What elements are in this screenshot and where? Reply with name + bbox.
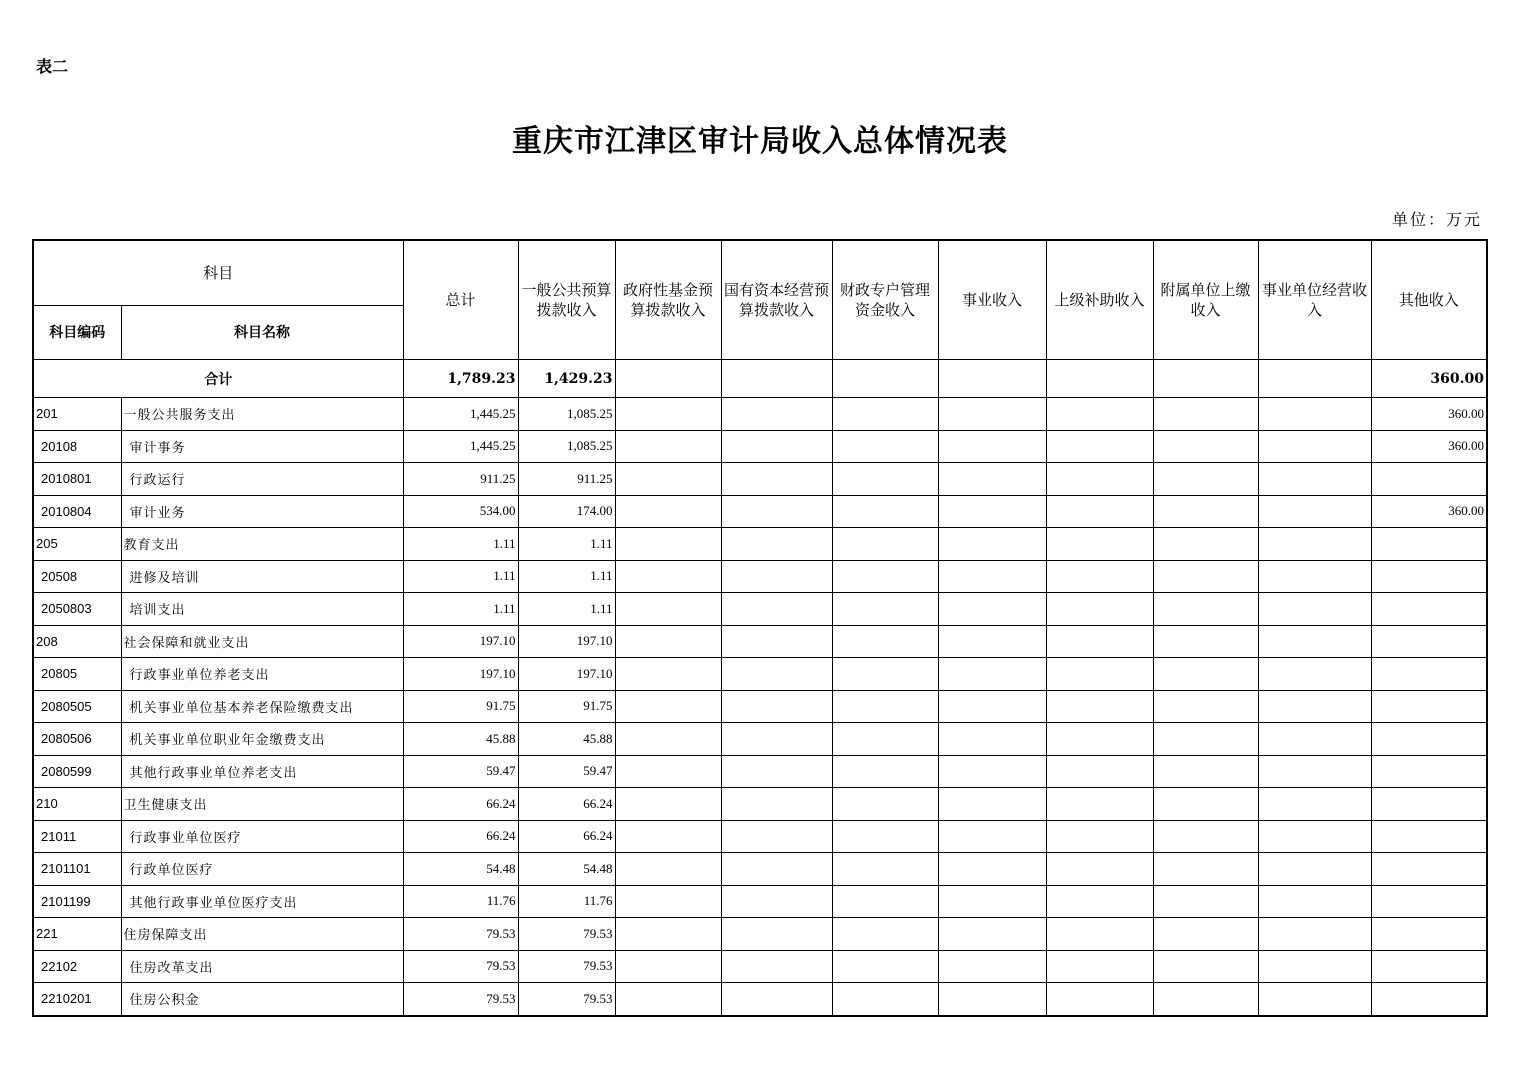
cell-business-income (938, 658, 1046, 691)
cell-gov-fund (615, 593, 721, 626)
cell-business-operating (1258, 853, 1371, 886)
cell-business-income (938, 593, 1046, 626)
cell-fiscal-special (832, 983, 938, 1016)
cell-business-income (938, 723, 1046, 756)
cell-general-budget: 66.24 (518, 820, 615, 853)
cell-other-income (1371, 853, 1487, 886)
cell-fiscal-special (832, 723, 938, 756)
table-row (33, 950, 1487, 983)
cell-business-operating (1258, 690, 1371, 723)
cell-business-income (938, 690, 1046, 723)
cell-total: 1,445.25 (403, 398, 518, 431)
cell-fiscal-special (832, 918, 938, 951)
cell-business-operating (1258, 658, 1371, 691)
cell-other-income (1371, 463, 1487, 496)
cell-business-income (938, 755, 1046, 788)
cell-affiliated-payment (1153, 755, 1258, 788)
cell-other-income: 360.00 (1371, 430, 1487, 463)
header-business-operating: 事业单位经营收入 (1258, 240, 1371, 360)
cell-code: 2101199 (33, 885, 121, 918)
table-row (33, 463, 1487, 496)
cell-general-budget: 1,085.25 (518, 430, 615, 463)
total-state-capital (721, 360, 832, 398)
cell-gov-fund (615, 918, 721, 951)
total-label: 合计 (33, 360, 403, 398)
cell-superior-subsidy (1046, 593, 1153, 626)
table-row (33, 528, 1487, 561)
table-row (33, 593, 1487, 626)
cell-state-capital (721, 690, 832, 723)
table-row (33, 658, 1487, 691)
cell-name: 行政事业单位养老支出 (121, 658, 403, 691)
cell-state-capital (721, 528, 832, 561)
cell-total: 79.53 (403, 983, 518, 1016)
cell-superior-subsidy (1046, 430, 1153, 463)
cell-affiliated-payment (1153, 788, 1258, 821)
cell-gov-fund (615, 755, 721, 788)
cell-business-operating (1258, 463, 1371, 496)
cell-fiscal-special (832, 950, 938, 983)
cell-general-budget: 1.11 (518, 528, 615, 561)
cell-other-income: 360.00 (1371, 398, 1487, 431)
cell-other-income (1371, 885, 1487, 918)
cell-business-operating (1258, 625, 1371, 658)
cell-general-budget: 1.11 (518, 560, 615, 593)
cell-code: 2080599 (33, 755, 121, 788)
table-row (33, 918, 1487, 951)
cell-total: 1.11 (403, 560, 518, 593)
cell-state-capital (721, 398, 832, 431)
cell-business-operating (1258, 820, 1371, 853)
cell-affiliated-payment (1153, 983, 1258, 1016)
cell-general-budget: 79.53 (518, 950, 615, 983)
cell-other-income: 360.00 (1371, 495, 1487, 528)
cell-affiliated-payment (1153, 398, 1258, 431)
cell-code: 20108 (33, 430, 121, 463)
cell-code: 20805 (33, 658, 121, 691)
cell-fiscal-special (832, 690, 938, 723)
cell-state-capital (721, 723, 832, 756)
cell-state-capital (721, 463, 832, 496)
cell-business-operating (1258, 593, 1371, 626)
cell-affiliated-payment (1153, 853, 1258, 886)
cell-name: 审计业务 (121, 495, 403, 528)
cell-superior-subsidy (1046, 690, 1153, 723)
cell-gov-fund (615, 820, 721, 853)
total-general-budget: 1,429.23 (518, 360, 615, 398)
cell-total: 11.76 (403, 885, 518, 918)
cell-fiscal-special (832, 820, 938, 853)
cell-total: 79.53 (403, 950, 518, 983)
total-fiscal-special (832, 360, 938, 398)
cell-fiscal-special (832, 853, 938, 886)
cell-gov-fund (615, 625, 721, 658)
cell-total: 1.11 (403, 593, 518, 626)
cell-business-income (938, 430, 1046, 463)
header-total: 总计 (403, 240, 518, 360)
cell-name: 培训支出 (121, 593, 403, 626)
cell-business-income (938, 528, 1046, 561)
table-row (33, 723, 1487, 756)
cell-gov-fund (615, 528, 721, 561)
cell-code: 2010801 (33, 463, 121, 496)
cell-total: 45.88 (403, 723, 518, 756)
header-general-budget: 一般公共预算拨款收入 (518, 240, 615, 360)
cell-fiscal-special (832, 755, 938, 788)
cell-state-capital (721, 430, 832, 463)
cell-name: 社会保障和就业支出 (121, 625, 403, 658)
cell-affiliated-payment (1153, 658, 1258, 691)
cell-other-income (1371, 723, 1487, 756)
cell-superior-subsidy (1046, 528, 1153, 561)
cell-other-income (1371, 528, 1487, 561)
cell-fiscal-special (832, 625, 938, 658)
header-affiliated-payment: 附属单位上缴收入 (1153, 240, 1258, 360)
table-row (33, 788, 1487, 821)
header-business-income: 事业收入 (938, 240, 1046, 360)
cell-gov-fund (615, 885, 721, 918)
cell-total: 66.24 (403, 820, 518, 853)
cell-business-operating (1258, 918, 1371, 951)
cell-name: 行政运行 (121, 463, 403, 496)
cell-business-operating (1258, 723, 1371, 756)
cell-affiliated-payment (1153, 560, 1258, 593)
table-label: 表二 (36, 57, 69, 76)
cell-affiliated-payment (1153, 463, 1258, 496)
total-business-income (938, 360, 1046, 398)
cell-business-operating (1258, 430, 1371, 463)
cell-gov-fund (615, 983, 721, 1016)
cell-fiscal-special (832, 430, 938, 463)
cell-fiscal-special (832, 885, 938, 918)
cell-name: 机关事业单位基本养老保险缴费支出 (121, 690, 403, 723)
table-row (33, 983, 1487, 1016)
cell-fiscal-special (832, 560, 938, 593)
cell-total: 534.00 (403, 495, 518, 528)
total-affiliated-payment (1153, 360, 1258, 398)
cell-state-capital (721, 593, 832, 626)
cell-business-income (938, 983, 1046, 1016)
header-other-income: 其他收入 (1371, 240, 1487, 360)
header-subject-name: 科目名称 (121, 306, 403, 360)
cell-gov-fund (615, 495, 721, 528)
cell-fiscal-special (832, 495, 938, 528)
cell-state-capital (721, 983, 832, 1016)
cell-gov-fund (615, 398, 721, 431)
cell-fiscal-special (832, 398, 938, 431)
cell-total: 54.48 (403, 853, 518, 886)
cell-business-income (938, 820, 1046, 853)
cell-fiscal-special (832, 593, 938, 626)
cell-code: 201 (33, 398, 121, 431)
cell-business-operating (1258, 495, 1371, 528)
cell-general-budget: 197.10 (518, 625, 615, 658)
table-row (33, 820, 1487, 853)
cell-general-budget: 66.24 (518, 788, 615, 821)
cell-other-income (1371, 983, 1487, 1016)
cell-superior-subsidy (1046, 463, 1153, 496)
cell-gov-fund (615, 788, 721, 821)
cell-business-income (938, 495, 1046, 528)
cell-total: 1,445.25 (403, 430, 518, 463)
cell-superior-subsidy (1046, 885, 1153, 918)
cell-other-income (1371, 560, 1487, 593)
cell-name: 住房公积金 (121, 983, 403, 1016)
cell-business-operating (1258, 950, 1371, 983)
table-row (33, 853, 1487, 886)
cell-state-capital (721, 853, 832, 886)
header-gov-fund: 政府性基金预算拨款收入 (615, 240, 721, 360)
cell-name: 住房改革支出 (121, 950, 403, 983)
cell-general-budget: 91.75 (518, 690, 615, 723)
cell-superior-subsidy (1046, 723, 1153, 756)
cell-gov-fund (615, 690, 721, 723)
cell-state-capital (721, 560, 832, 593)
cell-code: 208 (33, 625, 121, 658)
cell-affiliated-payment (1153, 593, 1258, 626)
cell-superior-subsidy (1046, 820, 1153, 853)
cell-superior-subsidy (1046, 788, 1153, 821)
income-table (32, 239, 1488, 1017)
cell-code: 2101101 (33, 853, 121, 886)
total-row (33, 360, 1487, 398)
cell-code: 210 (33, 788, 121, 821)
cell-state-capital (721, 918, 832, 951)
cell-fiscal-special (832, 788, 938, 821)
cell-business-income (938, 625, 1046, 658)
cell-gov-fund (615, 658, 721, 691)
cell-general-budget: 79.53 (518, 918, 615, 951)
cell-affiliated-payment (1153, 430, 1258, 463)
total-business-operating (1258, 360, 1371, 398)
cell-other-income (1371, 690, 1487, 723)
cell-affiliated-payment (1153, 528, 1258, 561)
cell-other-income (1371, 950, 1487, 983)
cell-gov-fund (615, 560, 721, 593)
cell-code: 2210201 (33, 983, 121, 1016)
table-row (33, 495, 1487, 528)
cell-affiliated-payment (1153, 950, 1258, 983)
header-subject: 科目 (33, 240, 403, 306)
cell-affiliated-payment (1153, 723, 1258, 756)
cell-affiliated-payment (1153, 820, 1258, 853)
cell-state-capital (721, 755, 832, 788)
cell-general-budget: 11.76 (518, 885, 615, 918)
cell-total: 66.24 (403, 788, 518, 821)
cell-affiliated-payment (1153, 885, 1258, 918)
cell-general-budget: 911.25 (518, 463, 615, 496)
cell-gov-fund (615, 723, 721, 756)
cell-superior-subsidy (1046, 495, 1153, 528)
cell-business-income (938, 398, 1046, 431)
cell-total: 79.53 (403, 918, 518, 951)
page-title: 重庆市江津区审计局收入总体情况表 (512, 124, 1008, 159)
cell-code: 221 (33, 918, 121, 951)
cell-name: 住房保障支出 (121, 918, 403, 951)
cell-business-operating (1258, 983, 1371, 1016)
cell-state-capital (721, 788, 832, 821)
total-other-income: 360.00 (1371, 360, 1487, 398)
cell-business-operating (1258, 788, 1371, 821)
table-row (33, 430, 1487, 463)
total-gov-fund (615, 360, 721, 398)
cell-superior-subsidy (1046, 853, 1153, 886)
cell-code: 21011 (33, 820, 121, 853)
cell-business-income (938, 853, 1046, 886)
table-row (33, 690, 1487, 723)
cell-total: 1.11 (403, 528, 518, 561)
cell-name: 行政事业单位医疗 (121, 820, 403, 853)
cell-name: 机关事业单位职业年金缴费支出 (121, 723, 403, 756)
cell-business-income (938, 918, 1046, 951)
total-total: 1,789.23 (403, 360, 518, 398)
cell-general-budget: 54.48 (518, 853, 615, 886)
cell-name: 其他行政事业单位养老支出 (121, 755, 403, 788)
cell-name: 进修及培训 (121, 560, 403, 593)
cell-name: 教育支出 (121, 528, 403, 561)
cell-total: 59.47 (403, 755, 518, 788)
unit-label: 单位：万元 (1391, 210, 1482, 229)
cell-general-budget: 45.88 (518, 723, 615, 756)
cell-superior-subsidy (1046, 625, 1153, 658)
cell-general-budget: 1.11 (518, 593, 615, 626)
cell-total: 911.25 (403, 463, 518, 496)
cell-name: 其他行政事业单位医疗支出 (121, 885, 403, 918)
cell-other-income (1371, 788, 1487, 821)
cell-business-income (938, 463, 1046, 496)
cell-code: 2080505 (33, 690, 121, 723)
cell-code: 205 (33, 528, 121, 561)
cell-business-income (938, 885, 1046, 918)
cell-gov-fund (615, 463, 721, 496)
cell-state-capital (721, 820, 832, 853)
cell-other-income (1371, 820, 1487, 853)
cell-other-income (1371, 658, 1487, 691)
cell-code: 2010804 (33, 495, 121, 528)
cell-state-capital (721, 950, 832, 983)
cell-other-income (1371, 918, 1487, 951)
cell-total: 197.10 (403, 625, 518, 658)
table-row (33, 625, 1487, 658)
header-state-capital: 国有资本经营预算拨款收入 (721, 240, 832, 360)
cell-total: 197.10 (403, 658, 518, 691)
cell-state-capital (721, 885, 832, 918)
cell-other-income (1371, 593, 1487, 626)
table-row (33, 755, 1487, 788)
cell-general-budget: 1,085.25 (518, 398, 615, 431)
total-superior-subsidy (1046, 360, 1153, 398)
cell-general-budget: 79.53 (518, 983, 615, 1016)
header-fiscal-special: 财政专户管理资金收入 (832, 240, 938, 360)
cell-code: 22102 (33, 950, 121, 983)
cell-superior-subsidy (1046, 658, 1153, 691)
cell-name: 行政单位医疗 (121, 853, 403, 886)
cell-name: 一般公共服务支出 (121, 398, 403, 431)
cell-superior-subsidy (1046, 755, 1153, 788)
cell-name: 卫生健康支出 (121, 788, 403, 821)
cell-affiliated-payment (1153, 690, 1258, 723)
table-row (33, 398, 1487, 431)
cell-affiliated-payment (1153, 625, 1258, 658)
cell-business-income (938, 788, 1046, 821)
cell-state-capital (721, 495, 832, 528)
cell-business-income (938, 560, 1046, 593)
cell-general-budget: 197.10 (518, 658, 615, 691)
cell-business-income (938, 950, 1046, 983)
cell-fiscal-special (832, 658, 938, 691)
cell-gov-fund (615, 430, 721, 463)
cell-superior-subsidy (1046, 983, 1153, 1016)
cell-business-operating (1258, 398, 1371, 431)
cell-code: 20508 (33, 560, 121, 593)
cell-affiliated-payment (1153, 495, 1258, 528)
cell-state-capital (721, 625, 832, 658)
cell-superior-subsidy (1046, 560, 1153, 593)
cell-total: 91.75 (403, 690, 518, 723)
cell-affiliated-payment (1153, 918, 1258, 951)
table-row (33, 560, 1487, 593)
cell-superior-subsidy (1046, 950, 1153, 983)
cell-general-budget: 59.47 (518, 755, 615, 788)
cell-gov-fund (615, 853, 721, 886)
cell-superior-subsidy (1046, 398, 1153, 431)
table-row (33, 885, 1487, 918)
cell-other-income (1371, 625, 1487, 658)
header-subject-code: 科目编码 (33, 306, 121, 360)
cell-fiscal-special (832, 463, 938, 496)
cell-state-capital (721, 658, 832, 691)
cell-fiscal-special (832, 528, 938, 561)
header-superior-subsidy: 上级补助收入 (1046, 240, 1153, 360)
cell-general-budget: 174.00 (518, 495, 615, 528)
cell-code: 2050803 (33, 593, 121, 626)
cell-name: 审计事务 (121, 430, 403, 463)
cell-superior-subsidy (1046, 918, 1153, 951)
cell-business-operating (1258, 528, 1371, 561)
cell-code: 2080506 (33, 723, 121, 756)
cell-gov-fund (615, 950, 721, 983)
cell-other-income (1371, 755, 1487, 788)
cell-business-operating (1258, 755, 1371, 788)
cell-business-operating (1258, 560, 1371, 593)
cell-business-operating (1258, 885, 1371, 918)
